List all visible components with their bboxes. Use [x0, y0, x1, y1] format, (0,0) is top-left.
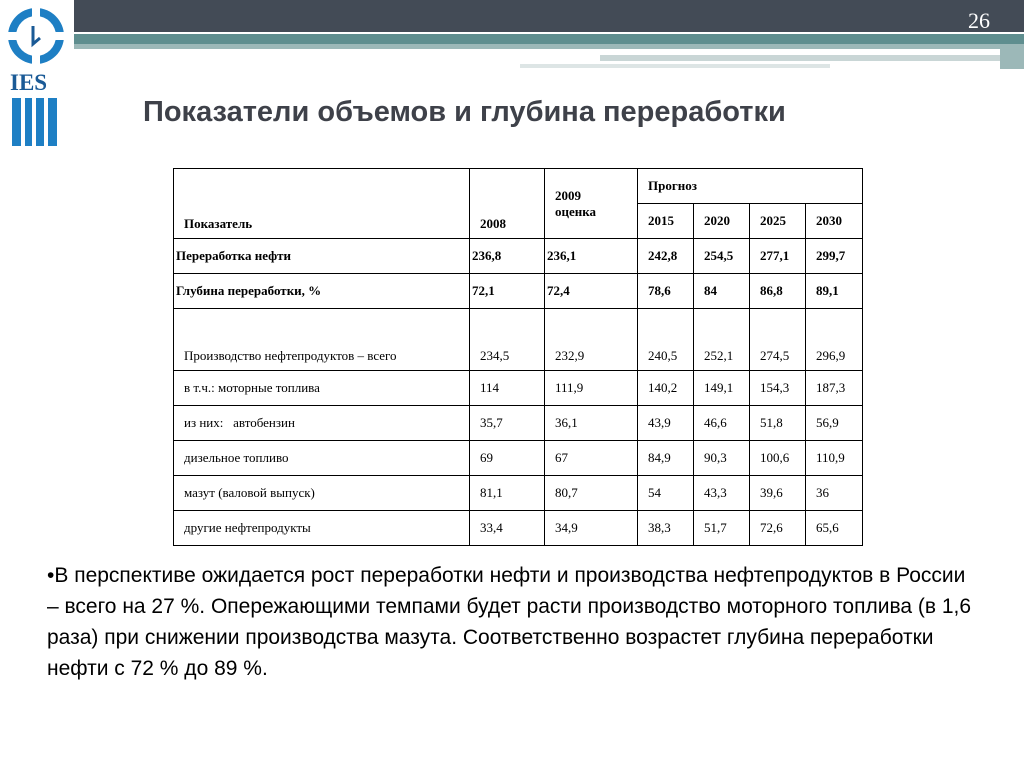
data-table — [173, 168, 863, 546]
cell: 187,3 — [806, 371, 863, 406]
cell: 78,6 — [638, 274, 694, 309]
cell: 43,3 — [694, 476, 750, 511]
table-row — [174, 441, 863, 476]
table-header-row — [174, 169, 863, 204]
row-label: Производство нефтепродуктов – всего — [174, 309, 470, 371]
cell: 46,6 — [694, 406, 750, 441]
header-bar — [74, 0, 1024, 32]
cell: 154,3 — [750, 371, 806, 406]
cell: 43,9 — [638, 406, 694, 441]
header-indicator: Показатель — [174, 169, 470, 239]
ies-logo-icon — [0, 0, 74, 152]
cell: 72,6 — [750, 511, 806, 546]
cell: 36 — [806, 476, 863, 511]
cell: 236,1 — [545, 239, 638, 274]
cell: 114 — [470, 371, 545, 406]
cell: 274,5 — [750, 309, 806, 371]
table-row — [174, 511, 863, 546]
summary-bullet: •В перспективе ожидается рост переработки нефти и производства нефтепродуктов в России – всего на 27 %. Опережающими темпами будет расти производство моторного топлива (в 1,6 раза) при снижении производства мазута. Соответственно возрастет глубина переработки нефти с 72 % до 89 %. — [47, 564, 972, 680]
header-year: 2015 — [638, 204, 694, 239]
row-label: другие нефтепродукты — [174, 511, 470, 546]
cell: 242,8 — [638, 239, 694, 274]
header-2009-note: оценка — [555, 203, 597, 219]
table-row — [174, 309, 863, 371]
cell: 80,7 — [545, 476, 638, 511]
header-year: 2030 — [806, 204, 863, 239]
cell: 51,7 — [694, 511, 750, 546]
table-row — [174, 274, 863, 309]
cell: 67 — [545, 441, 638, 476]
row-label: Глубина переработки, % — [174, 274, 470, 309]
cell: 89,1 — [806, 274, 863, 309]
header-stripe — [520, 64, 830, 68]
row-label: мазут (валовой выпуск) — [174, 476, 470, 511]
header-2008: 2008 — [470, 169, 545, 239]
cell: 100,6 — [750, 441, 806, 476]
cell: 86,8 — [750, 274, 806, 309]
cell: 234,5 — [470, 309, 545, 371]
cell: 56,9 — [806, 406, 863, 441]
ies-logo — [0, 0, 74, 152]
table-row — [174, 406, 863, 441]
header-year: 2020 — [694, 204, 750, 239]
cell: 51,8 — [750, 406, 806, 441]
cell: 299,7 — [806, 239, 863, 274]
cell: 140,2 — [638, 371, 694, 406]
table-row — [174, 371, 863, 406]
cell: 111,9 — [545, 371, 638, 406]
row-label: в т.ч.: моторные топлива — [174, 371, 470, 406]
header-year: 2025 — [750, 204, 806, 239]
cell: 65,6 — [806, 511, 863, 546]
cell: 84 — [694, 274, 750, 309]
cell: 34,9 — [545, 511, 638, 546]
row-label: из них: автобензин — [174, 406, 470, 441]
svg-text:IES: IES — [10, 70, 48, 95]
cell: 254,5 — [694, 239, 750, 274]
header-2009-year: 2009 — [555, 187, 581, 203]
cell: 236,8 — [470, 239, 545, 274]
cell: 54 — [638, 476, 694, 511]
header-stripe — [74, 34, 1024, 44]
header-stripe — [1000, 49, 1024, 69]
cell: 90,3 — [694, 441, 750, 476]
cell: 69 — [470, 441, 545, 476]
row-label: Переработка нефти — [174, 239, 470, 274]
row-label: дизельное топливо — [174, 441, 470, 476]
cell: 72,4 — [545, 274, 638, 309]
cell: 33,4 — [470, 511, 545, 546]
table-row — [174, 476, 863, 511]
page-number: 26 — [968, 8, 990, 33]
cell: 240,5 — [638, 309, 694, 371]
cell: 84,9 — [638, 441, 694, 476]
cell: 72,1 — [470, 274, 545, 309]
header-2009 — [545, 169, 638, 239]
cell: 38,3 — [638, 511, 694, 546]
cell: 277,1 — [750, 239, 806, 274]
table-row — [174, 239, 863, 274]
slide-title: Показатели объемов и глубина переработки — [143, 96, 786, 128]
cell: 149,1 — [694, 371, 750, 406]
cell: 39,6 — [750, 476, 806, 511]
cell: 110,9 — [806, 441, 863, 476]
cell: 36,1 — [545, 406, 638, 441]
cell: 232,9 — [545, 309, 638, 371]
cell: 252,1 — [694, 309, 750, 371]
header-stripe — [74, 44, 1024, 49]
cell: 35,7 — [470, 406, 545, 441]
cell: 81,1 — [470, 476, 545, 511]
header-stripe — [600, 55, 1024, 61]
cell: 296,9 — [806, 309, 863, 371]
header-forecast: Прогноз — [638, 169, 863, 204]
